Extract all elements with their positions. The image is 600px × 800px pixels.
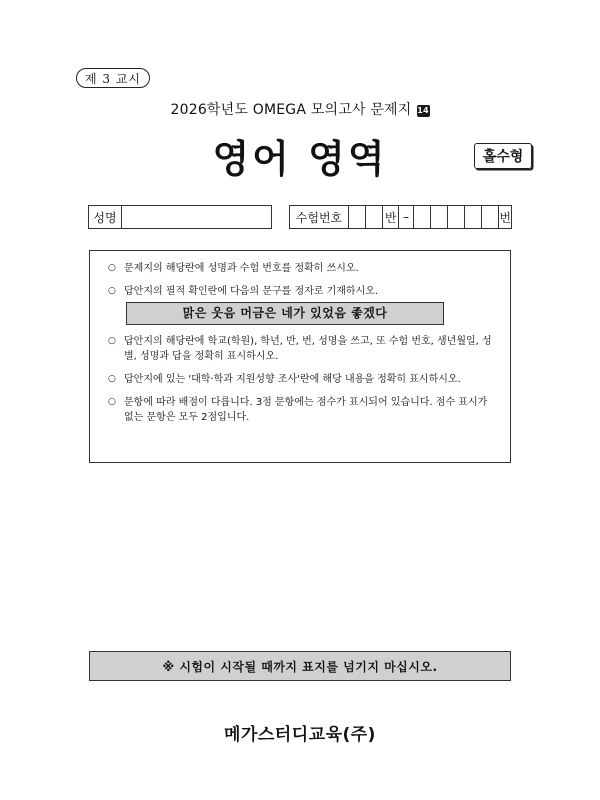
exam-title — [0, 99, 600, 119]
class-label: 반 — [383, 206, 399, 228]
circle-bullet-icon: ○ — [108, 374, 116, 384]
exam-id-label: 수험번호 — [290, 206, 349, 228]
number-label: 번 — [499, 210, 511, 225]
instruction-item — [108, 395, 496, 425]
instructions-box — [89, 250, 511, 463]
do-not-turn-notice: ※ 시험이 시작될 때까지 표지를 넘기지 마십시오. — [89, 651, 511, 681]
instruction-text: 문제지의 해당란에 성명과 수험 번호를 정확히 쓰시오. — [124, 263, 359, 274]
name-label: 성명 — [89, 206, 122, 228]
period-badge: 제 3 교시 — [76, 68, 150, 88]
id-digit-cell — [366, 206, 383, 228]
id-digit-cell — [465, 206, 482, 228]
id-digit-cell — [482, 206, 499, 228]
dash-separator: – — [399, 206, 413, 228]
exam-title-text: 2026학년도 OMEGA 모의고사 문제지 — [170, 102, 412, 118]
publisher-name: 메가스터디교육(주) — [224, 725, 376, 745]
circle-bullet-icon: ○ — [108, 286, 116, 296]
instruction-item — [108, 372, 496, 387]
circle-bullet-icon: ○ — [108, 397, 116, 407]
handwriting-check-phrase: 맑은 웃음 머금은 네가 있었음 좋겠다 — [126, 302, 444, 325]
sheet-number-badge: 14 — [417, 106, 429, 115]
instruction-item — [108, 284, 496, 299]
name-entry-cell — [122, 206, 271, 228]
id-digit-cell — [349, 206, 366, 228]
instruction-item — [108, 334, 496, 364]
name-field — [88, 205, 272, 229]
instruction-text: 문항에 따라 배점이 다릅니다. 3점 문항에는 점수가 표시되어 있습니다. 점수 표시가 없는 문항은 모두 2점입니다. — [124, 397, 488, 423]
exam-id-field — [289, 205, 512, 229]
id-digit-cell — [448, 206, 465, 228]
circle-bullet-icon: ○ — [108, 336, 116, 346]
instruction-text: 답안지의 필적 확인란에 다음의 문구를 정자로 기재하시오. — [124, 286, 379, 297]
id-digit-cell — [431, 206, 448, 228]
subject-title: 영어 영역 — [212, 137, 388, 181]
instruction-item — [108, 261, 496, 276]
exam-type-badge: 홀수형 — [474, 143, 532, 169]
id-digit-cell — [414, 206, 431, 228]
circle-bullet-icon: ○ — [108, 263, 116, 273]
instruction-text: 답안지에 있는 '대학·학과 지원성향 조사'란에 해당 내용을 정확히 표시하시오. — [124, 374, 461, 385]
instruction-text: 답안지의 해당란에 학교(학원), 학년, 반, 번, 성명을 쓰고, 또 수험 번호, 생년월일, 성별, 성명과 답을 정확히 표시하시오. — [124, 336, 492, 362]
